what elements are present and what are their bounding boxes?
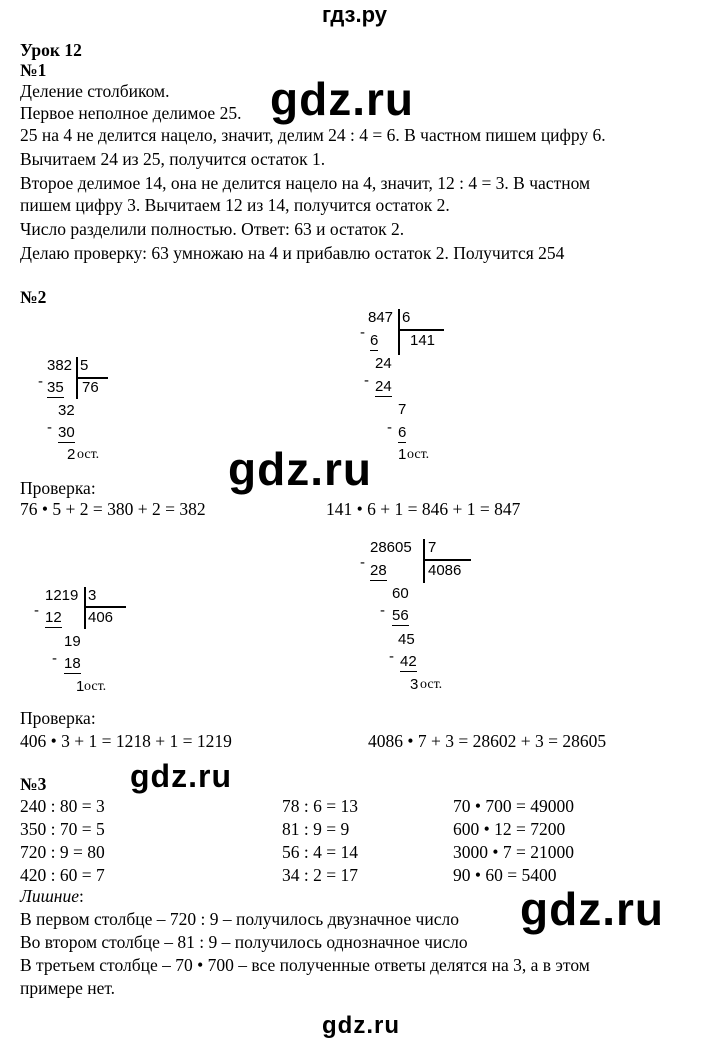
ex1-line: Первое неполное делимое 25.: [20, 103, 242, 123]
minus-sign: -: [34, 602, 39, 619]
minus-sign: -: [52, 650, 57, 667]
minus-sign: -: [364, 372, 369, 389]
partial-remainder: 32: [58, 402, 75, 419]
remainder-suffix: ост.: [84, 679, 107, 694]
watermark: gdz.ru: [520, 883, 664, 935]
subtrahend: 18: [64, 655, 81, 672]
quotient: 406: [88, 609, 114, 626]
minus-sign: -: [380, 602, 385, 619]
equation: 3000 • 7 = 21000: [453, 842, 574, 862]
quotient: 141: [410, 332, 436, 349]
minus-sign: -: [38, 373, 43, 390]
partial-remainder: 19: [64, 633, 81, 650]
ex1-line: пишем цифру 3. Вычитаем 12 из 14, получится остаток 2.: [20, 195, 450, 215]
dividend: 382: [47, 357, 73, 374]
exercise-3-number: №3: [20, 774, 47, 794]
equation: 34 : 2 = 17: [282, 865, 358, 885]
note-line: В первом столбце – 720 : 9 – получилось двузначное число: [20, 909, 459, 929]
remainder: 1: [76, 678, 85, 695]
site-header: гдз.ру: [322, 2, 387, 27]
remainder-suffix: ост.: [77, 447, 100, 462]
check-equation: 4086 • 7 + 3 = 28602 + 3 = 28605: [368, 731, 607, 751]
subtrahend: 6: [370, 332, 379, 349]
equation: 720 : 9 = 80: [20, 842, 105, 862]
equation: 70 • 700 = 49000: [453, 796, 574, 816]
subtrahend: 24: [375, 378, 392, 395]
remainder: 3: [410, 676, 419, 693]
divisor: 3: [88, 587, 97, 604]
dividend: 847: [368, 309, 394, 326]
note-line: В третьем столбце – 70 • 700 – все полученные ответы делятся на 3, а в этом: [20, 955, 590, 975]
subtrahend: 56: [392, 607, 409, 624]
equation: 600 • 12 = 7200: [453, 819, 566, 839]
ex1-line: 25 на 4 не делится нацело, значит, делим 24 : 4 = 6. В частном пишем цифру 6.: [20, 125, 606, 145]
watermark: gdz.ru: [322, 1012, 400, 1039]
quotient: 4086: [428, 562, 462, 579]
subtrahend: 35: [47, 379, 64, 396]
subtrahend: 28: [370, 562, 387, 579]
divisor: 7: [428, 539, 437, 556]
divisor: 5: [80, 357, 89, 374]
partial-remainder: 45: [398, 631, 415, 648]
equation: 81 : 9 = 9: [282, 819, 350, 839]
dividend: 1219: [45, 587, 79, 604]
exercise-1-number: №1: [20, 60, 47, 80]
equation: 90 • 60 = 5400: [453, 865, 557, 885]
partial-remainder: 24: [375, 355, 392, 372]
remainder-suffix: ост.: [420, 677, 443, 692]
ex1-line: Делаю проверку: 63 умножаю на 4 и прибавлю остаток 2. Получится 254: [20, 243, 565, 263]
quotient: 76: [82, 379, 99, 396]
subtrahend: 6: [398, 424, 407, 441]
minus-sign: -: [47, 419, 52, 436]
note-line: примере нет.: [20, 978, 116, 998]
partial-remainder: 60: [392, 585, 409, 602]
ex1-line: Деление столбиком.: [20, 81, 170, 101]
note-line: Во втором столбце – 81 : 9 – получилось однозначное число: [20, 932, 468, 952]
check-label: Проверка:: [20, 708, 96, 728]
partial-remainder: 7: [398, 401, 407, 418]
ex1-line: Второе делимое 14, она не делится нацело на 4, значит, 12 : 4 = 3. В частном: [20, 173, 591, 193]
subtrahend: 30: [58, 424, 75, 441]
equation: 420 : 60 = 7: [20, 865, 105, 885]
check-equation: 406 • 3 + 1 = 1218 + 1 = 1219: [20, 731, 232, 751]
minus-sign: -: [389, 648, 394, 665]
equation: 350 : 70 = 5: [20, 819, 105, 839]
equation: 240 : 80 = 3: [20, 796, 105, 816]
minus-sign: -: [387, 419, 392, 436]
check-equation: 76 • 5 + 2 = 380 + 2 = 382: [20, 499, 206, 519]
remainder: 1: [398, 446, 407, 463]
watermark: gdz.ru: [130, 758, 232, 794]
watermark: gdz.ru: [270, 73, 414, 125]
subtrahend: 12: [45, 609, 62, 626]
minus-sign: -: [360, 324, 365, 341]
remainder: 2: [67, 446, 76, 463]
exercise-2-number: №2: [20, 287, 47, 307]
check-label: Проверка:: [20, 478, 96, 498]
minus-sign: -: [360, 554, 365, 571]
divisor: 6: [402, 309, 411, 326]
subtrahend: 42: [400, 653, 417, 670]
ex1-line: Вычитаем 24 из 25, получится остаток 1.: [20, 149, 326, 169]
extra-label: Лишние:: [20, 886, 84, 906]
ex1-line: Число разделили полностью. Ответ: 63 и остаток 2.: [20, 219, 405, 239]
equation: 78 : 6 = 13: [282, 796, 358, 816]
watermark: gdz.ru: [228, 443, 372, 495]
dividend: 28605: [370, 539, 412, 556]
equation: 56 : 4 = 14: [282, 842, 358, 862]
check-equation: 141 • 6 + 1 = 846 + 1 = 847: [326, 499, 521, 519]
remainder-suffix: ост.: [407, 447, 430, 462]
lesson-title: Урок 12: [20, 40, 82, 60]
